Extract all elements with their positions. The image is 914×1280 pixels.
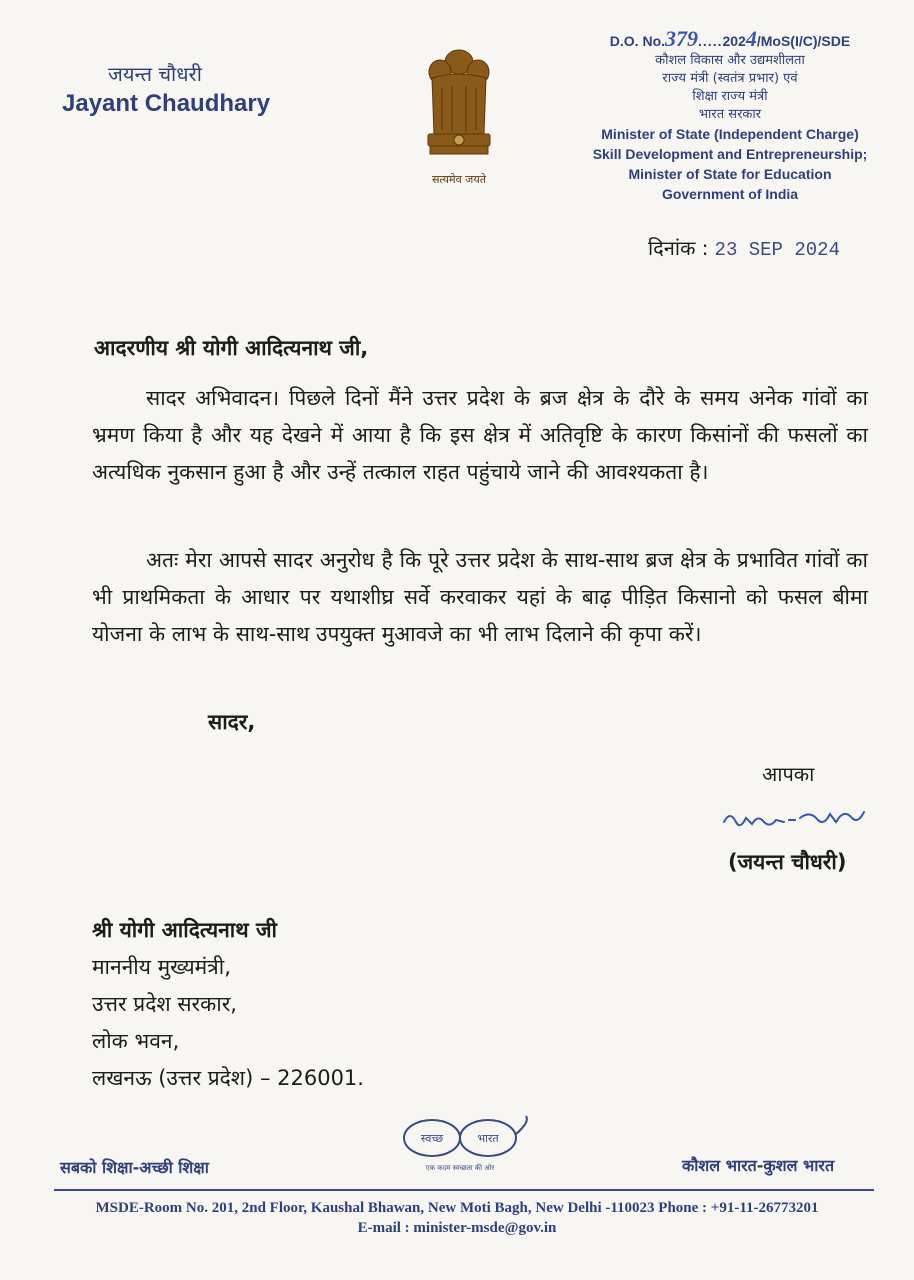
swachh-left-text: स्वच्छ <box>420 1132 444 1145</box>
title-hindi-line: राज्य मंत्री (स्वतंत्र प्रभार) एवं <box>662 71 798 86</box>
swachh-tagline: एक कदम स्वच्छता की ओर <box>425 1164 495 1172</box>
title-hindi-line: भारत सरकार <box>698 107 762 122</box>
recipient-line: माननीय मुख्यमंत्री, <box>92 955 231 979</box>
do-year-handwritten: 4 <box>745 26 757 51</box>
recipient-name: श्री योगी आदित्यनाथ जी <box>92 918 277 942</box>
sender-name-english: Jayant Chaudhary <box>62 90 271 117</box>
do-number: D.O. No.379.....2024/MoS(I/C)/SDE <box>609 26 851 51</box>
sender-name-hindi: जयन्त चौधरी <box>108 62 202 86</box>
title-english-line: Government of India <box>661 186 799 202</box>
title-english-line: Minister of State (Independent Charge) <box>601 126 859 142</box>
handwritten-signature <box>718 800 868 840</box>
title-hindi-line: शिक्षा राज्य मंत्री <box>692 89 768 104</box>
spectacles-icon <box>384 1112 534 1178</box>
swachh-bharat-logo <box>384 1112 534 1178</box>
recipient-address <box>92 912 364 1097</box>
recipient-line: लोक भवन, <box>92 1029 180 1053</box>
title-english-line: Skill Development and Entrepreneurship; <box>592 146 868 162</box>
title-hindi-line: कौशल विकास और उद्यमशीलता <box>655 53 805 68</box>
national-emblem <box>418 44 500 194</box>
salutation: आदरणीय श्री योगी आदित्यनाथ जी, <box>94 336 369 360</box>
date-label: दिनांक : <box>648 236 709 260</box>
office-email: E-mail : minister-msde@gov.in <box>357 1220 557 1236</box>
closing-yours: आपका <box>762 762 815 786</box>
signatory-name: (जयन्त चौधरी) <box>728 850 847 874</box>
letter-date <box>648 234 840 261</box>
office-address <box>0 1198 914 1238</box>
recipient-line: लखनऊ (उत्तर प्रदेश) – 226001. <box>92 1066 364 1090</box>
footer-divider <box>54 1189 874 1191</box>
footer-slogan-left: सबको शिक्षा-अच्छी शिक्षा <box>60 1158 209 1177</box>
emblem-motto: सत्यमेव जयते <box>431 173 486 186</box>
closing-sadar: सादर, <box>208 710 256 734</box>
signature-icon <box>718 800 868 840</box>
swachh-right-text: भारत <box>477 1132 499 1145</box>
date-stamp: 23 SEP 2024 <box>714 239 840 261</box>
office-header <box>560 26 900 204</box>
title-english-line: Minister of State for Education <box>628 166 832 182</box>
office-address-line: MSDE-Room No. 201, 2nd Floor, Kaushal Bhawan, New Moti Bagh, New Delhi -110023 Phone : +91-11-26773201 <box>95 1200 819 1216</box>
footer-slogan-right: कौशल भारत-कुशल भारत <box>682 1156 835 1175</box>
body-paragraph-1: सादर अभिवादन। पिछले दिनों मैंने उत्तर प्रदेश के ब्रज क्षेत्र के दौरे के समय अनेक गांवों का भ्रमण किया है और यह देखने में आया है कि इस क्षेत्र में अतिवृष्टि के कारण किसांनों की फसलों का अत्यधिक नुकसान हुआ है और उन्हें तत्काल राहत पहुंचाये जाने की आवश्यकता है। <box>92 386 868 484</box>
do-number-handwritten: 379 <box>665 26 699 51</box>
recipient-line: उत्तर प्रदेश सरकार, <box>92 992 237 1016</box>
body-paragraph-2: अतः मेरा आपसे सादर अनुरोध है कि पूरे उत्तर प्रदेश के साथ-साथ ब्रज क्षेत्र के प्रभावित गांवों का भी प्राथमिकता के आधार पर यथाशीघ्र सर्वे करवाकर यहां के बाढ़ पीड़ित किसानो को फसल बीमा योजना के लाभ के साथ-साथ उपयुक्त मुआवजे का भी लाभ दिलाने की कृपा करें। <box>92 548 868 646</box>
